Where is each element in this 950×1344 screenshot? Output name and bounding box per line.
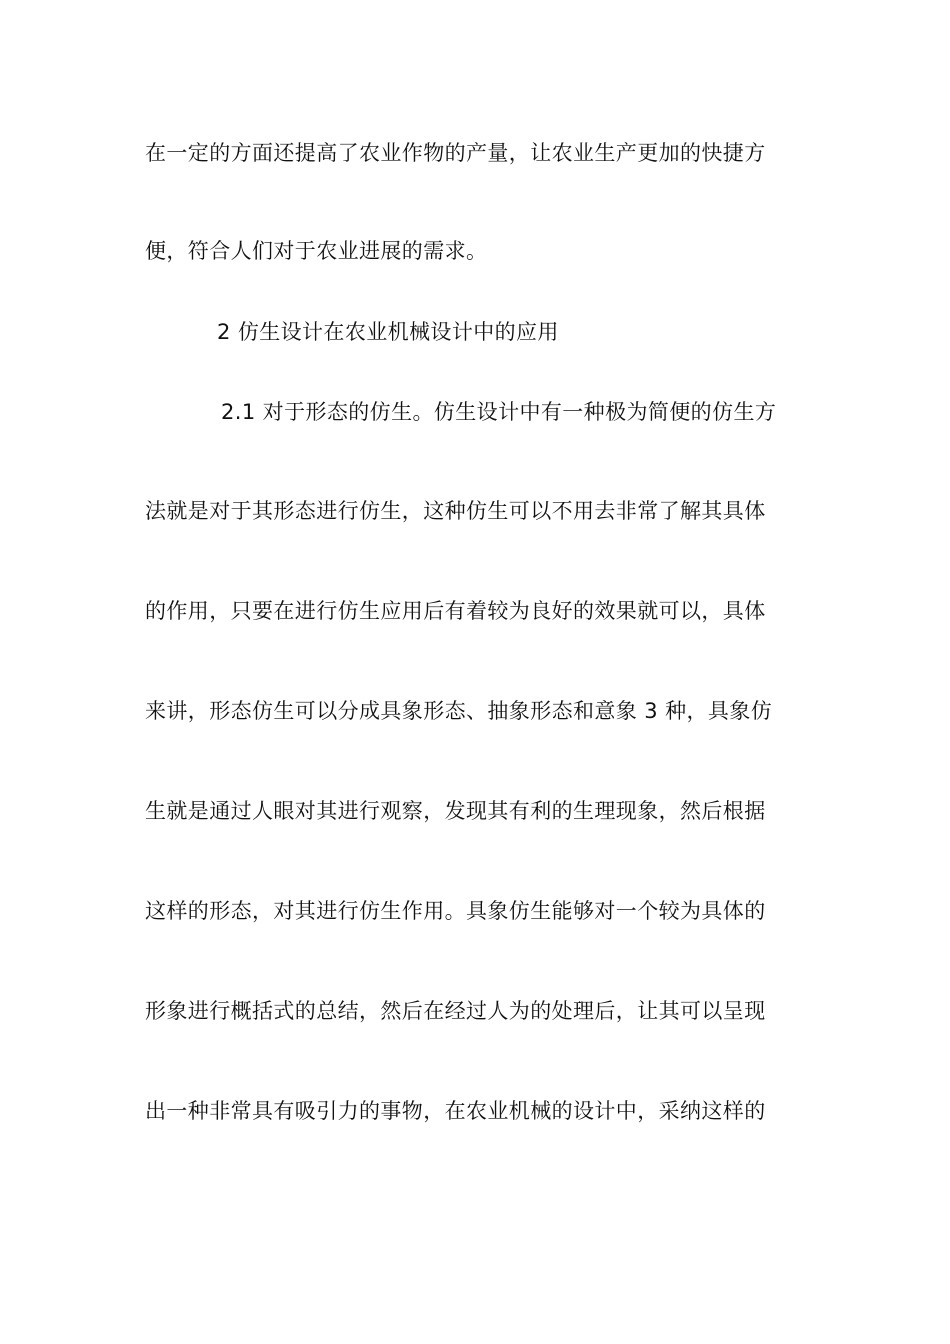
section-heading: 2 仿生设计在农业机械设计中的应用	[217, 320, 559, 344]
body-text-line: 在一定的方面还提高了农业作物的产量，让农业生产更加的快捷方	[145, 141, 766, 165]
body-text-line: 法就是对于其形态进行仿生，这种仿生可以不用去非常了解其具体	[145, 499, 766, 523]
body-text-line: 这样的形态，对其进行仿生作用。具象仿生能够对一个较为具体的	[145, 899, 766, 923]
subsection-first-line: 2.1 对于形态的仿生。仿生设计中有一种极为简便的仿生方	[221, 400, 777, 424]
body-text-line: 的作用，只要在进行仿生应用后有着较为良好的效果就可以，具体	[145, 599, 766, 623]
body-text-line: 出一种非常具有吸引力的事物，在农业机械的设计中，采纳这样的	[145, 1099, 766, 1123]
body-text-line: 生就是通过人眼对其进行观察，发现其有利的生理现象，然后根据	[145, 799, 766, 823]
body-text-line: 便，符合人们对于农业进展的需求。	[145, 239, 488, 263]
body-text-line: 来讲，形态仿生可以分成具象形态、抽象形态和意象 3 种，具象仿	[145, 699, 773, 723]
body-text-line: 形象进行概括式的总结，然后在经过人为的处理后，让其可以呈现	[145, 999, 766, 1023]
